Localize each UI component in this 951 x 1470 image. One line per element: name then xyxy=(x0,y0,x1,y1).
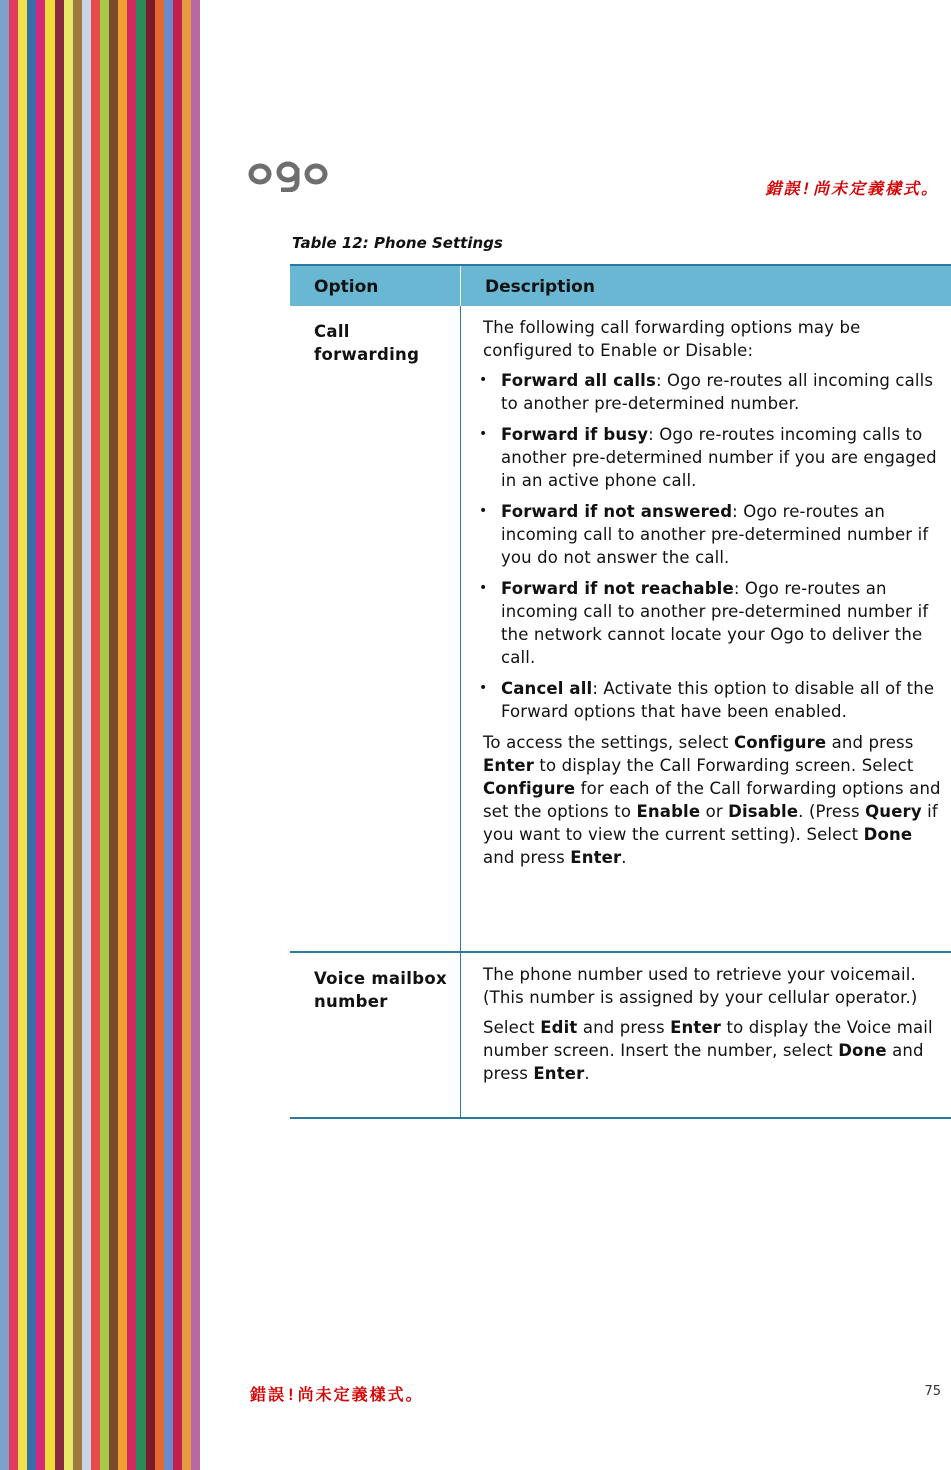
list-item xyxy=(479,423,943,492)
text-run: if you want to view the current setting). Select xyxy=(483,802,938,844)
stripe xyxy=(182,0,191,1470)
text-run: Select xyxy=(483,1018,541,1037)
option-text: : Ogo re-routes incoming calls to another pre-determined number if you are engaged in an active phone call. xyxy=(501,425,937,490)
text-run: and press xyxy=(483,848,571,867)
stripe xyxy=(36,0,45,1470)
text-run: To access the settings, select xyxy=(483,733,734,752)
bullet-icon: • xyxy=(479,580,488,596)
stripe xyxy=(100,0,109,1470)
stripe xyxy=(109,0,118,1470)
description-intro: The phone number used to retrieve your voicemail. (This number is assigned by your cellular operator.) xyxy=(483,965,918,1007)
bullet-icon: • xyxy=(479,372,488,388)
bullet-icon: • xyxy=(479,426,488,442)
text-run: . xyxy=(584,1064,590,1083)
option-term: Forward if not answered xyxy=(501,502,733,521)
bold-term: Done xyxy=(863,825,913,844)
text-run: and press xyxy=(577,1018,671,1037)
bold-term: Enter xyxy=(533,1064,585,1083)
text-run: . (Press xyxy=(798,802,866,821)
bold-term: Enter xyxy=(670,1018,722,1037)
stripe xyxy=(127,0,136,1470)
bold-term: Query xyxy=(865,802,922,821)
call-forwarding-instructions xyxy=(483,731,943,869)
bullet-icon: • xyxy=(479,680,488,696)
text-run: or xyxy=(700,802,729,821)
row-option-call-forwarding: Call forwarding xyxy=(290,306,461,951)
option-term: Forward if not reachable xyxy=(501,579,734,598)
list-item xyxy=(479,369,943,415)
bold-term: Configure xyxy=(734,733,827,752)
option-term: Forward if busy xyxy=(501,425,649,444)
table-row xyxy=(290,953,951,1119)
row-description xyxy=(461,306,951,951)
option-term: Forward all calls xyxy=(501,371,656,390)
stripe xyxy=(45,0,54,1470)
bullet-icon: • xyxy=(479,503,488,519)
phone-settings-table xyxy=(290,264,951,1119)
decorative-stripes xyxy=(0,0,200,1470)
stripe xyxy=(9,0,18,1470)
stripe xyxy=(0,0,9,1470)
list-item xyxy=(479,577,943,669)
stripe xyxy=(136,0,145,1470)
bold-term: Enable xyxy=(636,802,701,821)
list-item xyxy=(479,500,943,569)
row-description xyxy=(461,953,951,1117)
text-run: . xyxy=(621,848,627,867)
page-number: 75 xyxy=(924,1384,941,1399)
stripe xyxy=(82,0,91,1470)
option-text: : Ogo re-routes an incoming call to another pre-determined number if you do not answer the call. xyxy=(501,502,929,567)
option-text: : Activate this option to disable all of the Forward options that have been enabled. xyxy=(501,679,935,721)
text-run: and press xyxy=(483,1041,924,1083)
stripe xyxy=(155,0,164,1470)
text-run: to display the Voice mail number screen. Insert the number, select xyxy=(483,1018,933,1060)
list-item xyxy=(479,677,943,723)
description-intro: The following call forwarding options may be configured to Enable or Disable: xyxy=(483,318,861,360)
stripe xyxy=(64,0,73,1470)
stripe xyxy=(27,0,36,1470)
header-description: Description xyxy=(485,277,595,297)
header-option: Option xyxy=(290,266,461,306)
stripe xyxy=(91,0,100,1470)
text-run: to display the Call Forwarding screen. Select xyxy=(533,756,914,775)
bold-term: Enter xyxy=(570,848,622,867)
forwarding-options-list xyxy=(479,369,943,723)
stripe xyxy=(118,0,127,1470)
footer-style-error-note: 錯誤!尚未定義樣式。 xyxy=(250,1385,424,1404)
bold-term: Enter xyxy=(483,756,534,775)
table-caption: Table 12: Phone Settings xyxy=(292,234,503,252)
option-text: : Ogo re-routes an incoming call to another pre-determined number if the network cannot locate your Ogo to deliver the call. xyxy=(501,579,929,667)
stripe xyxy=(173,0,182,1470)
header-style-error-note: 錯誤!尚未定義樣式。 xyxy=(765,179,939,198)
option-text: : Ogo re-routes all incoming calls to another pre-determined number. xyxy=(501,371,934,413)
text-run: for each of the Call forwarding options and set the options to xyxy=(483,779,941,821)
text-run: and press xyxy=(826,733,914,752)
option-term: Cancel all xyxy=(501,679,593,698)
table-header-row xyxy=(290,264,951,306)
bold-term: Edit xyxy=(540,1018,578,1037)
bold-term: Done xyxy=(838,1041,887,1060)
stripe xyxy=(55,0,64,1470)
stripe xyxy=(164,0,173,1470)
bold-term: Disable xyxy=(728,802,799,821)
table-row xyxy=(290,306,951,953)
voice-mailbox-instructions xyxy=(483,1016,943,1085)
stripe xyxy=(191,0,200,1470)
row-option-voice-mailbox-number: Voice mailbox number xyxy=(290,953,461,1117)
ogo-logo xyxy=(248,152,332,192)
bold-term: Configure xyxy=(483,779,576,798)
stripe xyxy=(73,0,82,1470)
stripe xyxy=(18,0,27,1470)
stripe xyxy=(146,0,155,1470)
